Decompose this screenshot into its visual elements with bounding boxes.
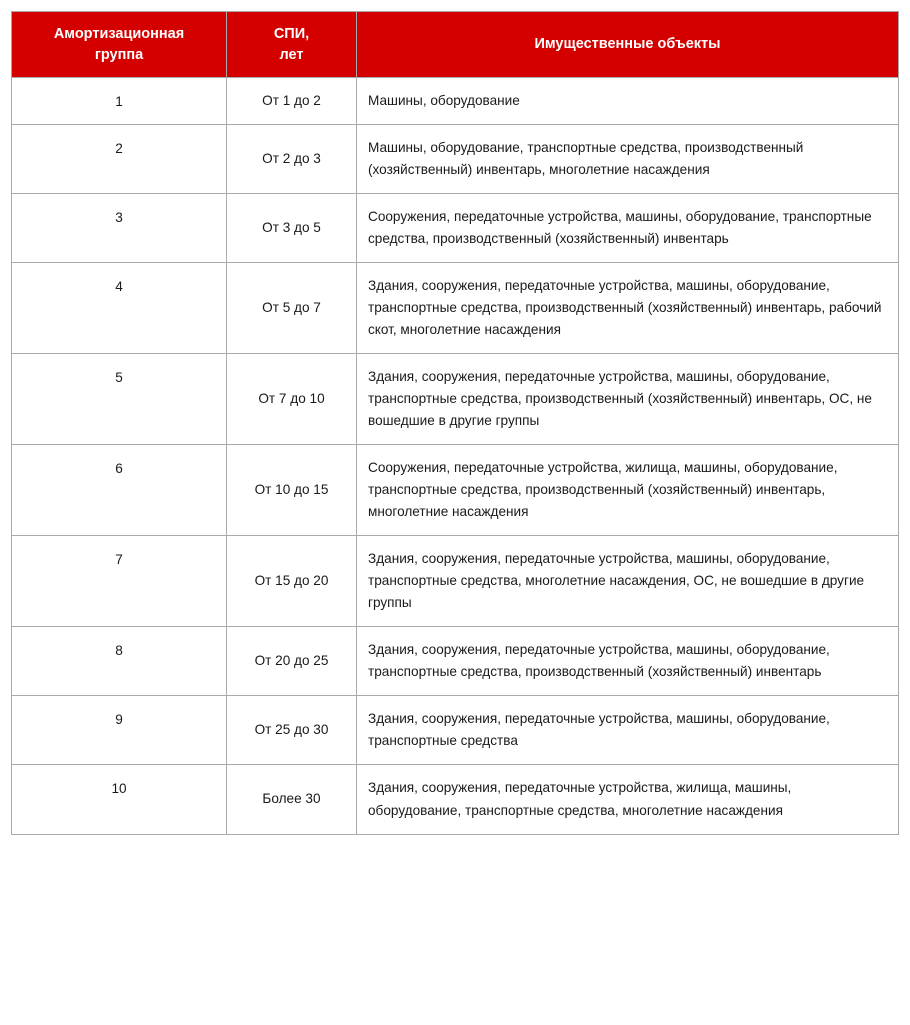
cell-group-number: 8 (12, 627, 227, 696)
cell-objects (357, 125, 899, 194)
cell-group-number: 2 (12, 125, 227, 194)
depreciation-groups-table (11, 11, 899, 835)
cell-group-number: 7 (12, 536, 227, 627)
cell-objects-text: Здания, сооружения, передаточные устройства, машины, оборудование, транспортные средства, производственный (хозяйственный) инвентарь, рабочий скот, многолетние насаждения (368, 278, 882, 338)
cell-objects-text: Здания, сооружения, передаточные устройства, машины, оборудование, транспортные средства, производственный (хозяйственный) инвентарь (368, 642, 830, 680)
cell-spi-range: От 7 до 10 (227, 354, 357, 445)
cell-group-number: 5 (12, 354, 227, 445)
cell-spi-range: От 2 до 3 (227, 125, 357, 194)
cell-objects (357, 696, 899, 765)
cell-objects (357, 536, 899, 627)
table-header-row (12, 12, 899, 78)
table-row (12, 536, 899, 627)
cell-objects-text: Машины, оборудование, транспортные средства, производственный (хозяйственный) инвентарь, многолетние насаждения (368, 140, 804, 178)
cell-group-number: 3 (12, 194, 227, 263)
table-row (12, 445, 899, 536)
cell-group-number: 9 (12, 696, 227, 765)
cell-objects (357, 627, 899, 696)
column-header-spi-line1: СПИ, (273, 26, 310, 42)
table-row (12, 696, 899, 765)
cell-spi-range: Более 30 (227, 765, 357, 834)
column-header-group (12, 12, 227, 78)
cell-objects (357, 445, 899, 536)
cell-objects (357, 78, 899, 125)
cell-spi-range: От 25 до 30 (227, 696, 357, 765)
cell-objects (357, 354, 899, 445)
cell-objects (357, 765, 899, 834)
cell-spi-range: От 15 до 20 (227, 536, 357, 627)
table-row (12, 627, 899, 696)
table-row (12, 78, 899, 125)
cell-objects (357, 194, 899, 263)
cell-group-number: 4 (12, 263, 227, 354)
table-body (12, 78, 899, 834)
table-row (12, 194, 899, 263)
cell-objects-text: Здания, сооружения, передаточные устройства, машины, оборудование, транспортные средства, производственный (хозяйственный) инвентарь, ОС, не вошедшие в другие группы (368, 369, 872, 429)
cell-group-number: 1 (12, 78, 227, 125)
table-header (12, 12, 899, 78)
cell-spi-range: От 10 до 15 (227, 445, 357, 536)
table-row (12, 354, 899, 445)
table-row (12, 125, 899, 194)
table-row (12, 263, 899, 354)
column-header-spi-line2: лет (279, 46, 304, 63)
cell-spi-range: От 5 до 7 (227, 263, 357, 354)
cell-objects (357, 263, 899, 354)
cell-objects-text: Машины, оборудование (368, 93, 520, 109)
cell-spi-range: От 20 до 25 (227, 627, 357, 696)
column-header-spi (227, 12, 357, 78)
cell-objects-text: Сооружения, передаточные устройства, машины, оборудование, транспортные средства, производственный (хозяйственный) инвентарь (368, 209, 872, 247)
column-header-objects: Имущественные объекты (357, 12, 899, 78)
cell-objects-text: Здания, сооружения, передаточные устройства, жилища, машины, оборудование, транспортные средства, многолетние насаждения (368, 780, 792, 818)
cell-spi-range: От 1 до 2 (227, 78, 357, 125)
cell-objects-text: Здания, сооружения, передаточные устройства, машины, оборудование, транспортные средства (368, 711, 830, 749)
cell-group-number: 6 (12, 445, 227, 536)
cell-spi-range: От 3 до 5 (227, 194, 357, 263)
column-header-group-line2: группа (94, 46, 144, 63)
cell-group-number: 10 (12, 765, 227, 834)
table-row (12, 765, 899, 834)
cell-objects-text: Здания, сооружения, передаточные устройства, машины, оборудование, транспортные средства, многолетние насаждения, ОС, не вошедшие в другие группы (368, 551, 865, 611)
cell-objects-text: Сооружения, передаточные устройства, жилища, машины, оборудование, транспортные средства, производственный (хозяйственный) инвентарь, многолетние насаждения (368, 460, 838, 520)
column-header-group-line1: Амортизационная (53, 26, 185, 42)
